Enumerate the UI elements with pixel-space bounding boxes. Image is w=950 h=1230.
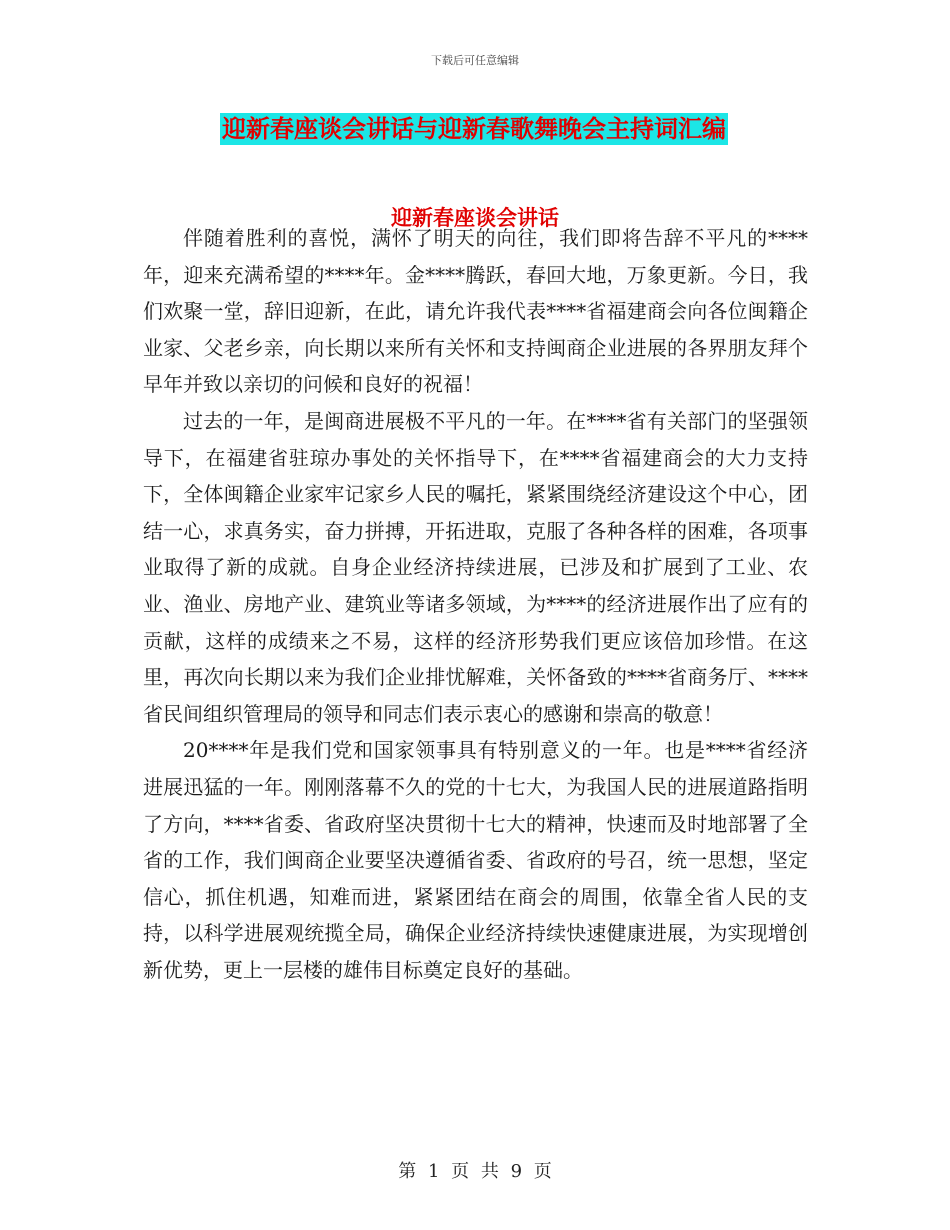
page-number: 第 1 页 共 9 页 (398, 1161, 552, 1182)
section-title: 迎新春座谈会讲话 (391, 205, 559, 230)
document-title: 迎新春座谈会讲话与迎新春歌舞晚会主持词汇编 (222, 114, 726, 143)
paragraph: 20****年是我们党和国家领事具有特别意义的一年。也是****省经济进展迅猛的一年。刚刚落幕不久的党的十七大，为我国人民的进展道路指明了方向，****省委、省政府坚决贯彻十七大的精神，快速而及时地部署了全省的工作，我们闽商企业要坚决遵循省委、省政府的号召，统一思想，坚定信心，抓住机遇，知难而进，紧紧团结在商会的周围，依靠全省人民的支持，以科学进展观统揽全局，确保企业经济持续快速健康进展，为实现增创新优势，更上一层楼的雄伟目标奠定良好的基础。 (143, 738, 808, 982)
paragraph: 伴随着胜利的喜悦，满怀了明天的向往，我们即将告辞不平凡的****年，迎来充满希望的****年。金****腾跃，春回大地，万象更新。今日，我们欢聚一堂，辞旧迎新，在此，请允许我代表****省福建商会向各位闽籍企业家、父老乡亲，向长期以来所有关怀和支持闽商企业进展的各界朋友拜个早年并致以亲切的问候和良好的祝福！ (143, 226, 808, 397)
document-body (143, 220, 808, 988)
paragraph: 过去的一年，是闽商进展极不平凡的一年。在****省有关部门的坚强领导下，在福建省驻琼办事处的关怀指导下，在****省福建商会的大力支持下，全体闽籍企业家牢记家乡人民的嘱托，紧紧围绕经济建设这个中心，团结一心，求真务实，奋力拼搏，开拓进取，克服了各种各样的困难，各项事业取得了新的成就。自身企业经济持续进展，已涉及和扩展到了工业、农业、渔业、房地产业、建筑业等诸多领域，为****的经济进展作出了应有的贡献，这样的成绩来之不易，这样的经济形势我们更应该倍加珍惜。在这里，再次向长期以来为我们企业排忧解难，关怀备致的****省商务厅、****省民间组织管理局的领导和同志们表示衷心的感谢和崇高的敬意！ (143, 408, 808, 726)
header-note: 下载后可任意编辑 (431, 54, 519, 67)
